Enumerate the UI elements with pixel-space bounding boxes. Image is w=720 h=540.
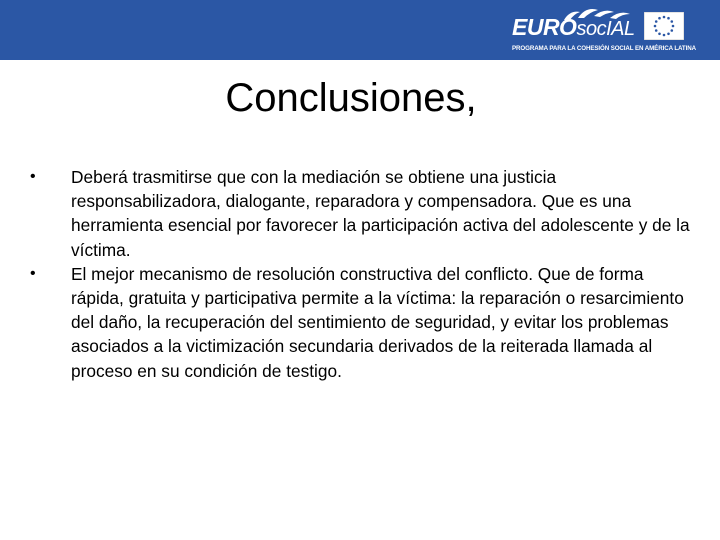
bullet-glyph: •	[30, 168, 36, 185]
eurosocial-logo	[508, 4, 713, 56]
slide-title: Conclusiones,	[225, 76, 477, 120]
bullet-glyph: •	[30, 264, 36, 282]
header-bar	[0, 0, 720, 60]
bullet-item	[30, 165, 690, 262]
eu-flag-icon	[644, 12, 684, 40]
logo-tagline: PROGRAMA PARA LA COHESIÓN SOCIAL EN AMÉRICA LATINA	[512, 45, 696, 52]
bullet-text: Deberá trasmitirse que con la mediación se obtiene una justicia responsabilizadora, dialogante, reparadora y compensadora. Que es una herramienta esencial por favorecer la participación activa del adolescente y de la víctima.	[71, 167, 690, 260]
bullet-text: El mejor mecanismo de resolución constructiva del conflicto. Que de forma rápida, gratuita y participativa permite a la víctima: la reparación o resarcimiento del daño, la recuperación del sentimiento de seguridad, y evitar los problemas asociados a la victimización secundaria derivados de la reiterada llamada al proceso en su condición de testigo.	[71, 263, 684, 381]
bullet-list	[30, 165, 690, 383]
bullet-item	[30, 262, 690, 383]
logo-wordmark: EUROsocIAL	[512, 14, 635, 40]
